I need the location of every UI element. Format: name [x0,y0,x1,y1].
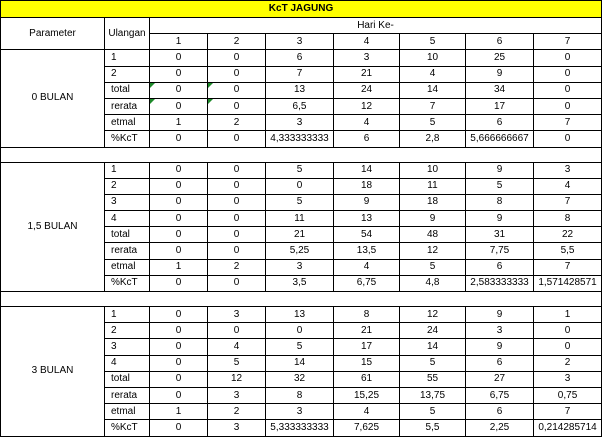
table-row [1,50,602,66]
table-row [1,162,602,178]
value-cell: 0 [150,323,208,339]
value-cell: 1 [150,404,208,420]
value-cell: 7 [534,115,602,131]
value-cell: 0 [266,178,334,194]
value-cell: 5 [400,115,466,131]
value-cell: 55 [400,371,466,387]
value-cell: 1 [534,307,602,323]
value-cell: 0 [208,162,266,178]
table-row [1,307,602,323]
value-cell: 0 [150,355,208,371]
header-day-3: 3 [266,34,334,50]
value-cell: 13 [334,211,400,227]
ulangan-cell: 1 [105,307,150,323]
value-cell: 0 [208,131,266,147]
value-cell: 5 [266,339,334,355]
value-cell: 0 [150,307,208,323]
parameter-label: 0 BULAN [1,50,105,147]
value-cell: 6 [266,50,334,66]
value-cell: 13 [266,82,334,98]
value-cell: 2 [208,259,266,275]
value-cell: 0 [150,194,208,210]
value-cell: 3 [266,259,334,275]
ulangan-cell: 3 [105,194,150,210]
value-cell: 2 [208,404,266,420]
value-cell: 18 [400,194,466,210]
value-cell: 9 [400,211,466,227]
value-cell: 0 [534,98,602,114]
value-cell: 2,8 [400,131,466,147]
value-cell: 4 [208,339,266,355]
ulangan-cell: 1 [105,50,150,66]
value-cell: 0 [150,131,208,147]
value-cell: 8 [334,307,400,323]
value-cell: 0 [150,420,208,436]
value-cell: 9 [334,194,400,210]
value-cell: 4,8 [400,275,466,291]
value-cell: 3 [334,50,400,66]
value-cell: 0 [534,323,602,339]
value-cell: 3,5 [266,275,334,291]
ulangan-cell: 2 [105,178,150,194]
value-cell: 0 [150,211,208,227]
value-cell: 0 [534,50,602,66]
value-cell: 7,75 [466,243,534,259]
value-cell: 0 [150,178,208,194]
value-cell: 3 [266,404,334,420]
value-cell: 7 [534,259,602,275]
value-cell: 6,75 [466,387,534,403]
value-cell: 2 [208,115,266,131]
value-cell: 34 [466,82,534,98]
value-cell: 4 [334,404,400,420]
value-cell: 0 [150,66,208,82]
value-cell: 5,666666667 [466,131,534,147]
value-cell: 5 [266,162,334,178]
value-cell: 5 [208,355,266,371]
ulangan-cell: rerata [105,387,150,403]
parameter-label: 3 BULAN [1,307,105,437]
value-cell: 13,75 [400,387,466,403]
value-cell: 5 [266,194,334,210]
value-cell: 0 [150,371,208,387]
ulangan-cell: etmal [105,115,150,131]
value-cell: 0 [150,339,208,355]
ulangan-cell: %KcT [105,420,150,436]
value-cell: 0 [208,211,266,227]
value-cell: 4 [534,178,602,194]
value-cell: 10 [400,162,466,178]
value-cell: 21 [334,323,400,339]
value-cell: 0 [208,227,266,243]
value-cell: 8 [534,211,602,227]
ulangan-cell: 4 [105,211,150,227]
value-cell: 48 [400,227,466,243]
value-cell: 3 [466,323,534,339]
value-cell: 0 [150,387,208,403]
value-cell: 14 [334,162,400,178]
value-cell: 2 [534,355,602,371]
value-cell: 12 [400,243,466,259]
header-parameter: Parameter [1,18,105,50]
parameter-label: 1,5 BULAN [1,162,105,292]
value-cell: 32 [266,371,334,387]
value-cell: 21 [266,227,334,243]
value-cell: 0 [150,275,208,291]
value-cell: 2,25 [466,420,534,436]
value-cell: 14 [400,82,466,98]
value-cell: 11 [266,211,334,227]
ulangan-cell: etmal [105,404,150,420]
value-cell: 22 [534,227,602,243]
value-cell: 3 [266,115,334,131]
value-cell: 0 [150,162,208,178]
value-cell: 4 [334,259,400,275]
value-cell: 1 [150,259,208,275]
value-cell: 25 [466,50,534,66]
separator-cell [1,292,602,307]
value-cell: 8 [466,194,534,210]
value-cell: 0 [208,275,266,291]
header-day-6: 6 [466,34,534,50]
value-cell: 0 [534,131,602,147]
value-cell: 0 [208,66,266,82]
value-cell: 18 [334,178,400,194]
ulangan-cell: 2 [105,66,150,82]
ulangan-cell: 1 [105,162,150,178]
header-hari: Hari Ke- [150,18,602,34]
value-cell: 1 [150,115,208,131]
ulangan-cell: 4 [105,355,150,371]
value-cell: 15,25 [334,387,400,403]
ulangan-cell: 2 [105,323,150,339]
value-cell: 13 [266,307,334,323]
value-cell: 0 [534,66,602,82]
value-cell: 3 [534,371,602,387]
value-cell: 3 [208,387,266,403]
value-cell: 0 [534,339,602,355]
value-cell: 54 [334,227,400,243]
value-cell: 0 [150,50,208,66]
header-day-1: 1 [150,34,208,50]
value-cell: 14 [266,355,334,371]
value-cell: 0,214285714 [534,420,602,436]
value-cell: 5 [400,259,466,275]
header-day-2: 2 [208,34,266,50]
value-cell: 5 [400,404,466,420]
value-cell: 0 [208,98,266,114]
value-cell: 6 [466,259,534,275]
value-cell: 0 [266,323,334,339]
header-day-7: 7 [534,34,602,50]
value-cell: 17 [466,98,534,114]
value-cell: 7 [400,98,466,114]
value-cell: 6 [334,131,400,147]
value-cell: 7,625 [334,420,400,436]
value-cell: 0 [208,178,266,194]
header-ulangan: Ulangan [105,18,150,50]
value-cell: 0 [208,243,266,259]
value-cell: 7 [534,404,602,420]
value-cell: 6 [466,355,534,371]
value-cell: 12 [208,371,266,387]
value-cell: 6 [466,115,534,131]
value-cell: 0 [150,243,208,259]
value-cell: 24 [334,82,400,98]
value-cell: 9 [466,162,534,178]
ulangan-cell: total [105,371,150,387]
value-cell: 7 [534,194,602,210]
ulangan-cell: total [105,82,150,98]
value-cell: 24 [400,323,466,339]
value-cell: 12 [334,98,400,114]
value-cell: 2,583333333 [466,275,534,291]
value-cell: 31 [466,227,534,243]
value-cell: 5,5 [400,420,466,436]
value-cell: 5,25 [266,243,334,259]
header-day-4: 4 [334,34,400,50]
value-cell: 27 [466,371,534,387]
value-cell: 3 [534,162,602,178]
value-cell: 7 [266,66,334,82]
ulangan-cell: total [105,227,150,243]
value-cell: 17 [334,339,400,355]
ulangan-cell: etmal [105,259,150,275]
value-cell: 0 [150,227,208,243]
value-cell: 14 [400,339,466,355]
value-cell: 5 [400,355,466,371]
value-cell: 3 [208,307,266,323]
value-cell: 9 [466,339,534,355]
ulangan-cell: %KcT [105,275,150,291]
value-cell: 9 [466,66,534,82]
value-cell: 1,571428571 [534,275,602,291]
value-cell: 9 [466,307,534,323]
ulangan-cell: 3 [105,339,150,355]
value-cell: 5 [466,178,534,194]
value-cell: 0 [208,194,266,210]
header-day-5: 5 [400,34,466,50]
value-cell: 0 [208,50,266,66]
value-cell: 12 [400,307,466,323]
value-cell: 0 [208,323,266,339]
table-title: KcT JAGUNG [1,1,602,18]
separator-row [1,292,602,307]
value-cell: 4,333333333 [266,131,334,147]
ulangan-cell: rerata [105,98,150,114]
value-cell: 0,75 [534,387,602,403]
value-cell: 6,75 [334,275,400,291]
value-cell: 11 [400,178,466,194]
ulangan-cell: %KcT [105,131,150,147]
value-cell: 0 [150,98,208,114]
value-cell: 13,5 [334,243,400,259]
value-cell: 61 [334,371,400,387]
value-cell: 6 [466,404,534,420]
value-cell: 21 [334,66,400,82]
value-cell: 10 [400,50,466,66]
separator-cell [1,147,602,162]
value-cell: 9 [466,211,534,227]
value-cell: 0 [150,82,208,98]
value-cell: 4 [400,66,466,82]
value-cell: 5,333333333 [266,420,334,436]
separator-row [1,147,602,162]
value-cell: 4 [334,115,400,131]
value-cell: 8 [266,387,334,403]
value-cell: 6,5 [266,98,334,114]
value-cell: 5,5 [534,243,602,259]
value-cell: 0 [534,82,602,98]
value-cell: 15 [334,355,400,371]
value-cell: 3 [208,420,266,436]
value-cell: 0 [208,82,266,98]
ulangan-cell: rerata [105,243,150,259]
